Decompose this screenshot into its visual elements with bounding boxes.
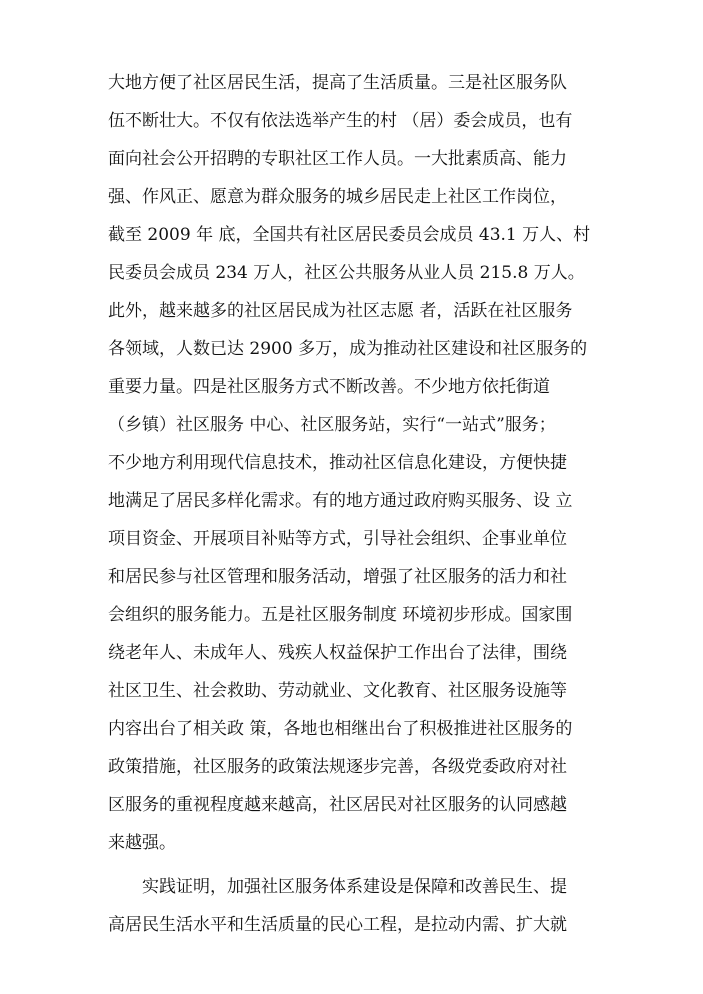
text-line: 来越强。 xyxy=(108,833,176,853)
text-line: 面向社会公开招聘的专职社区工作人员。一大批素质高、能力 xyxy=(108,149,567,169)
text-line: 高居民生活水平和生活质量的民心工程，是拉动内需、扩大就 xyxy=(108,915,567,935)
text-line: 社区卫生、社会救助、劳动就业、文化教育、社区服务设施等 xyxy=(108,681,567,701)
text-line: 会组织的服务能力。五是社区服务制度 环境初步形成。国家围 xyxy=(108,605,573,625)
text-line: 强、作风正、愿意为群众服务的城乡居民走上社区工作岗位， xyxy=(108,187,567,207)
paragraph-2 xyxy=(108,868,608,944)
paragraph-1 xyxy=(108,64,608,862)
text-line: 大地方便了社区居民生活，提高了生活质量。三是社区服务队 xyxy=(108,73,567,93)
text-line: 绕老年人、未成年人、残疾人权益保护工作出台了法律，围绕 xyxy=(108,643,567,663)
text-line: 区服务的重视程度越来越高，社区居民对社区服务的认同感越 xyxy=(108,795,567,815)
body-text xyxy=(108,64,608,944)
text-line: 民委员会成员 234 万人，社区公共服务从业人员 215.8 万人。 xyxy=(108,263,585,283)
text-line: 政策措施，社区服务的政策法规逐步完善，各级党委政府对社 xyxy=(108,757,567,777)
text-line: 截至 2009 年 底，全国共有社区居民委员会成员 43.1 万人、村 xyxy=(108,225,591,245)
text-line: 实践证明，加强社区服务体系建设是保障和改善民生、提 xyxy=(142,877,567,897)
text-line: 内容出台了相关政 策，各地也相继出台了积极推进社区服务的 xyxy=(108,719,573,739)
text-line: 地满足了居民多样化需求。有的地方通过政府购买服务、设 立 xyxy=(108,491,573,511)
text-line: 不少地方利用现代信息技术，推动社区信息化建设，方便快捷 xyxy=(108,453,567,473)
text-line: 伍不断壮大。不仅有依法选举产生的村 （居）委会成员，也有 xyxy=(108,111,573,131)
text-line: 此外，越来越多的社区居民成为社区志愿 者，活跃在社区服务 xyxy=(108,301,573,321)
text-line: 重要力量。四是社区服务方式不断改善。不少地方依托街道 xyxy=(108,377,550,397)
text-line: （乡镇）社区服务 中心、社区服务站，实行“一站式”服务； xyxy=(108,415,556,435)
text-line: 各领域，人数已达 2900 多万，成为推动社区建设和社区服务的 xyxy=(108,339,588,359)
text-line: 项目资金、开展项目补贴等方式，引导社会组织、企事业单位 xyxy=(108,529,567,549)
text-line: 和居民参与社区管理和服务活动，增强了社区服务的活力和社 xyxy=(108,567,567,587)
